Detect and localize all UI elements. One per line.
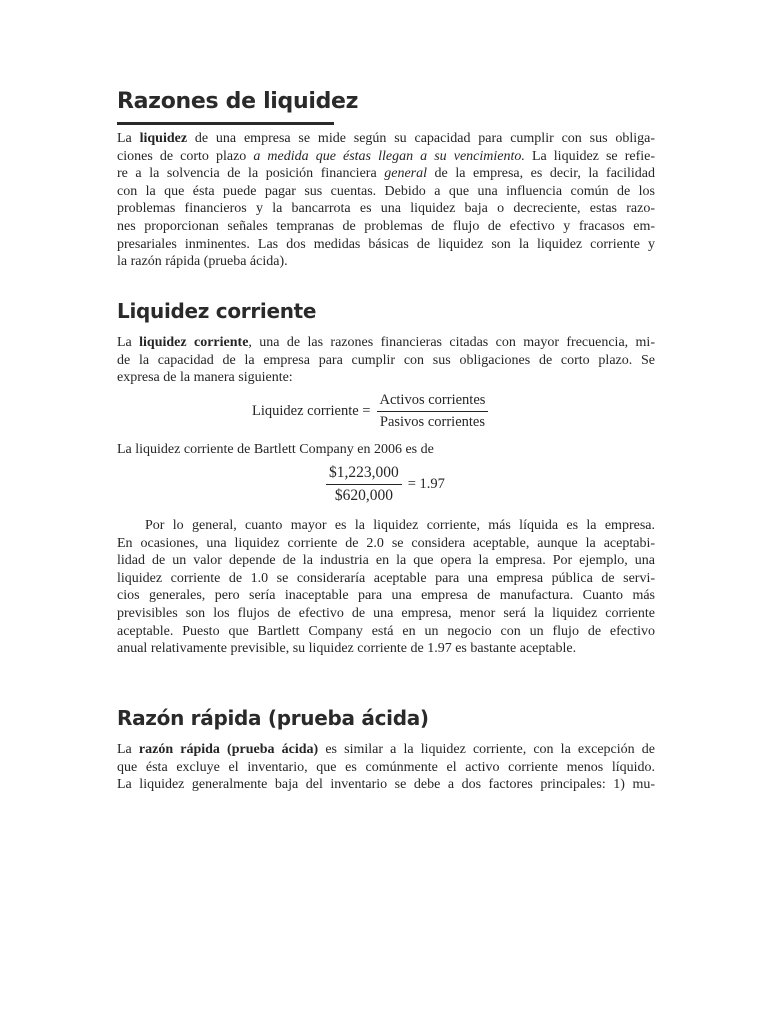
text-run: de una empresa se mide según su capacidad para cumplir con sus obliga- <box>187 131 655 146</box>
text-line <box>117 253 655 271</box>
text-run: problemas financieros y la bancarrota es una liquidez baja o decreciente, estas razo- <box>117 201 655 217</box>
text-run: previsibles son los flujos de efectivo de una empresa, menor será la liquidez corriente <box>117 605 655 621</box>
formula-label: Liquidez corriente = <box>252 403 371 419</box>
text-line <box>117 552 655 570</box>
text-run: nes proporcionan señales tempranas de problemas de flujo de efectivo y fracasos em- <box>117 218 655 234</box>
text-run: expresa de la manera siguiente: <box>117 370 293 386</box>
text-line <box>117 369 655 387</box>
text-line <box>117 741 655 759</box>
text-run: La liquidez se refie- <box>524 148 655 164</box>
formula-denominator: Pasivos corrientes <box>379 414 485 430</box>
text-run: liquidez corriente <box>139 335 249 350</box>
text-run: La liquidez generalmente baja del inventario se debe a dos factores principales: 1) mu- <box>117 777 655 793</box>
text-line <box>117 587 655 605</box>
text-run: de la empresa, es decir, la facilidad <box>427 166 656 182</box>
title-underline <box>117 122 334 125</box>
text-line <box>117 441 655 459</box>
paragraph-liquidez-corriente-discussion <box>117 517 655 658</box>
text-run: que ésta excluye el inventario, que es comúnmente el activo corriente menos líquido. <box>117 759 655 775</box>
paragraph-razon-rapida-definition <box>117 741 655 794</box>
text-line <box>117 759 655 777</box>
text-run: liquidez <box>139 131 188 146</box>
formula-bartlett-example <box>320 464 445 505</box>
formula-liquidez-corriente <box>252 392 494 431</box>
section-title-razones-de-liquidez: Razones de liquidez <box>117 89 359 114</box>
example-denominator: $620,000 <box>334 487 393 504</box>
text-line <box>117 236 655 254</box>
text-run: ciones de corto plazo <box>117 148 254 164</box>
example-fraction <box>326 464 402 505</box>
text-line <box>117 165 655 183</box>
text-run: con la que ésta puede pagar sus cuentas. Debido a que una influencia común de los <box>117 183 655 199</box>
text-run: lidad de un valor depende de la industria en la que opera la empresa. Por ejemplo, una <box>117 553 655 569</box>
text-run: es similar a la liquidez corriente, con la excepción de <box>318 742 656 757</box>
paragraph-liquidez-corriente-definition <box>117 334 655 387</box>
text-line <box>117 130 655 148</box>
text-run: razón rápida (prueba ácida) <box>138 742 319 757</box>
text-line <box>117 352 655 370</box>
text-line <box>117 200 655 218</box>
text-line <box>117 183 655 201</box>
text-run: a medida que éstas llegan a su vencimiento. <box>253 148 525 164</box>
text-run: En ocasiones, una liquidez corriente de 2.0 se considera aceptable, aunque la aceptabi- <box>117 535 655 551</box>
text-run: anual relativamente previsible, su liquidez corriente de 1.97 es bastante aceptable. <box>117 641 577 657</box>
text-run: liquidez corriente de 1.0 se consideraría aceptable para una empresa pública de servi- <box>117 570 655 586</box>
example-numerator: $1,223,000 <box>326 464 402 485</box>
example-result: = 1.97 <box>407 476 445 492</box>
text-line <box>117 535 655 553</box>
text-line <box>117 570 655 588</box>
text-run: cios generales, pero sería inaceptable para una empresa de manufactura. Cuanto más <box>117 588 655 604</box>
paragraph-liquidez-intro <box>117 130 655 271</box>
section-title-razon-rapida: Razón rápida (prueba ácida) <box>117 706 429 730</box>
text-run: re a la solvencia de la posición financiera <box>117 166 385 182</box>
text-run: , una de las razones financieras citadas con mayor frecuencia, mi- <box>248 335 655 350</box>
text-run: presariales inminentes. Las dos medidas básicas de liquidez son la liquidez corriente y <box>117 236 655 252</box>
text-line <box>117 517 655 535</box>
text-line <box>117 334 655 352</box>
text-run: general <box>384 166 427 182</box>
text-line <box>117 605 655 623</box>
formula-numerator: Activos corrientes <box>377 392 489 412</box>
text-run: aceptable. Puesto que Bartlett Company está en un negocio con un flujo de efectivo <box>117 623 655 639</box>
text-line <box>117 148 655 166</box>
text-line <box>117 623 655 641</box>
text-run: de la capacidad de la empresa para cumplir con sus obligaciones de corto plazo. Se <box>117 352 655 368</box>
text-run: La <box>117 742 139 757</box>
text-line <box>117 640 655 658</box>
text-run: La liquidez corriente de Bartlett Company en 2006 es de <box>117 442 434 457</box>
section-title-liquidez-corriente: Liquidez corriente <box>117 299 317 323</box>
formula-fraction <box>377 392 489 431</box>
text-run: Por lo general, cuanto mayor es la liquidez corriente, más líquida es la empresa. <box>145 518 655 533</box>
text-run: La <box>117 335 140 350</box>
text-line <box>117 218 655 236</box>
text-run: la razón rápida (prueba ácida). <box>117 254 288 270</box>
paragraph-example-intro <box>117 441 655 459</box>
text-run: La <box>117 131 140 146</box>
text-line <box>117 776 655 794</box>
